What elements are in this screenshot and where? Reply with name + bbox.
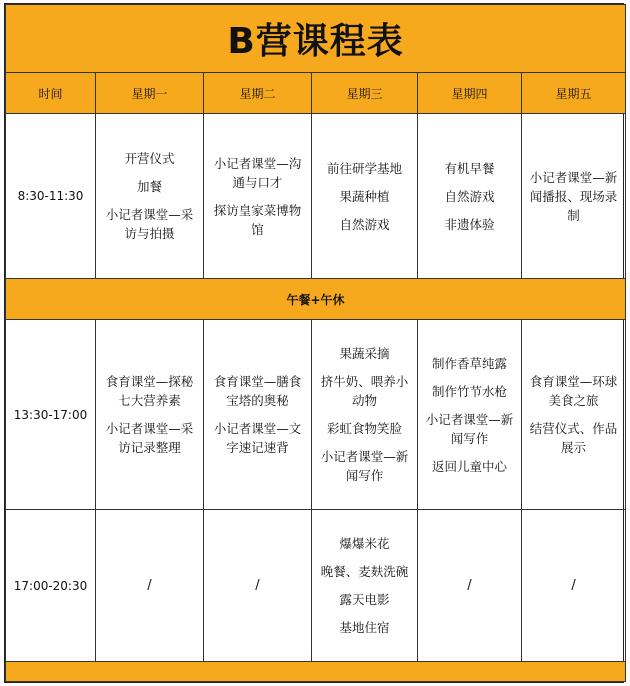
activity: 果蔬种植 <box>339 188 390 204</box>
activity: 有机早餐 <box>444 160 495 176</box>
cell-afternoon-tue <box>204 320 312 510</box>
cell-afternoon-fri <box>522 320 626 510</box>
cell-evening-thu: / <box>418 510 522 662</box>
cell-afternoon-thu <box>418 320 522 510</box>
header-day-tue: 星期二 <box>204 73 312 114</box>
row-footer <box>6 662 626 682</box>
lunch-band: 午餐+午休 <box>6 279 626 320</box>
cell-afternoon-wed <box>312 320 418 510</box>
header-time: 时间 <box>6 73 96 114</box>
row-afternoon <box>6 320 626 510</box>
activity: 加餐 <box>136 179 162 194</box>
time-morning: 8:30-11:30 <box>6 114 96 279</box>
footer-band <box>6 662 626 682</box>
header-day-fri: 星期五 <box>522 73 626 114</box>
activity: 食育课堂—探秘七大营养素 <box>105 374 194 408</box>
activity: 小记者课堂—新闻写作 <box>425 411 514 446</box>
activity: 露天电影 <box>339 592 390 607</box>
activity: 制作竹节水枪 <box>431 383 507 399</box>
activity: 自然游戏 <box>444 188 495 204</box>
activity: 果蔬采摘 <box>339 346 390 361</box>
time-afternoon: 13:30-17:00 <box>6 320 96 510</box>
header-row <box>6 73 626 114</box>
activity: 小记者课堂—新闻播报、现场录制 <box>529 169 618 223</box>
activity: 小记者课堂—文字速记速背 <box>213 421 302 455</box>
row-morning <box>6 114 626 279</box>
time-evening: 17:00-20:30 <box>6 510 96 662</box>
activity: 小记者课堂—沟通与口才 <box>213 155 302 190</box>
cell-morning-tue <box>204 114 312 279</box>
schedule-sheet <box>4 3 624 683</box>
activity: 探访皇家菜博物馆 <box>213 202 302 237</box>
activity: 晚餐、麦麸洗碗 <box>320 564 409 579</box>
activity: 基地住宿 <box>339 620 390 635</box>
header-day-wed: 星期三 <box>312 73 418 114</box>
row-evening <box>6 510 626 662</box>
activity: 爆爆米花 <box>339 536 390 551</box>
cell-evening-wed <box>312 510 418 662</box>
activity: 返回儿童中心 <box>431 458 507 474</box>
row-lunch <box>6 279 626 320</box>
schedule-table <box>5 4 626 682</box>
schedule-title: B营课程表 <box>6 5 626 73</box>
activity: 小记者课堂—采访与拍摄 <box>105 207 194 241</box>
activity: 制作香草纯露 <box>431 355 507 371</box>
cell-morning-fri <box>522 114 626 279</box>
activity: 小记者课堂—新闻写作 <box>320 449 409 483</box>
cell-evening-fri: / <box>522 510 626 662</box>
activity: 结营仪式、作品展示 <box>529 421 618 455</box>
header-day-mon: 星期一 <box>96 73 204 114</box>
activity: 食育课堂—膳食宝塔的奥秘 <box>213 374 302 408</box>
cell-morning-thu <box>418 114 522 279</box>
activity: 食育课堂—环球美食之旅 <box>529 374 618 408</box>
activity: 挤牛奶、喂养小动物 <box>320 374 409 408</box>
activity: 非遗体验 <box>444 216 495 232</box>
cell-morning-mon <box>96 114 204 279</box>
activity: 小记者课堂—采访记录整理 <box>105 421 194 455</box>
activity: 前往研学基地 <box>326 160 402 176</box>
cell-afternoon-mon <box>96 320 204 510</box>
cell-evening-tue: / <box>204 510 312 662</box>
header-day-thu: 星期四 <box>418 73 522 114</box>
activity: 彩虹食物笑脸 <box>326 421 402 436</box>
cell-evening-mon: / <box>96 510 204 662</box>
activity: 自然游戏 <box>339 216 390 232</box>
activity: 开营仪式 <box>124 151 175 166</box>
cell-morning-wed <box>312 114 418 279</box>
